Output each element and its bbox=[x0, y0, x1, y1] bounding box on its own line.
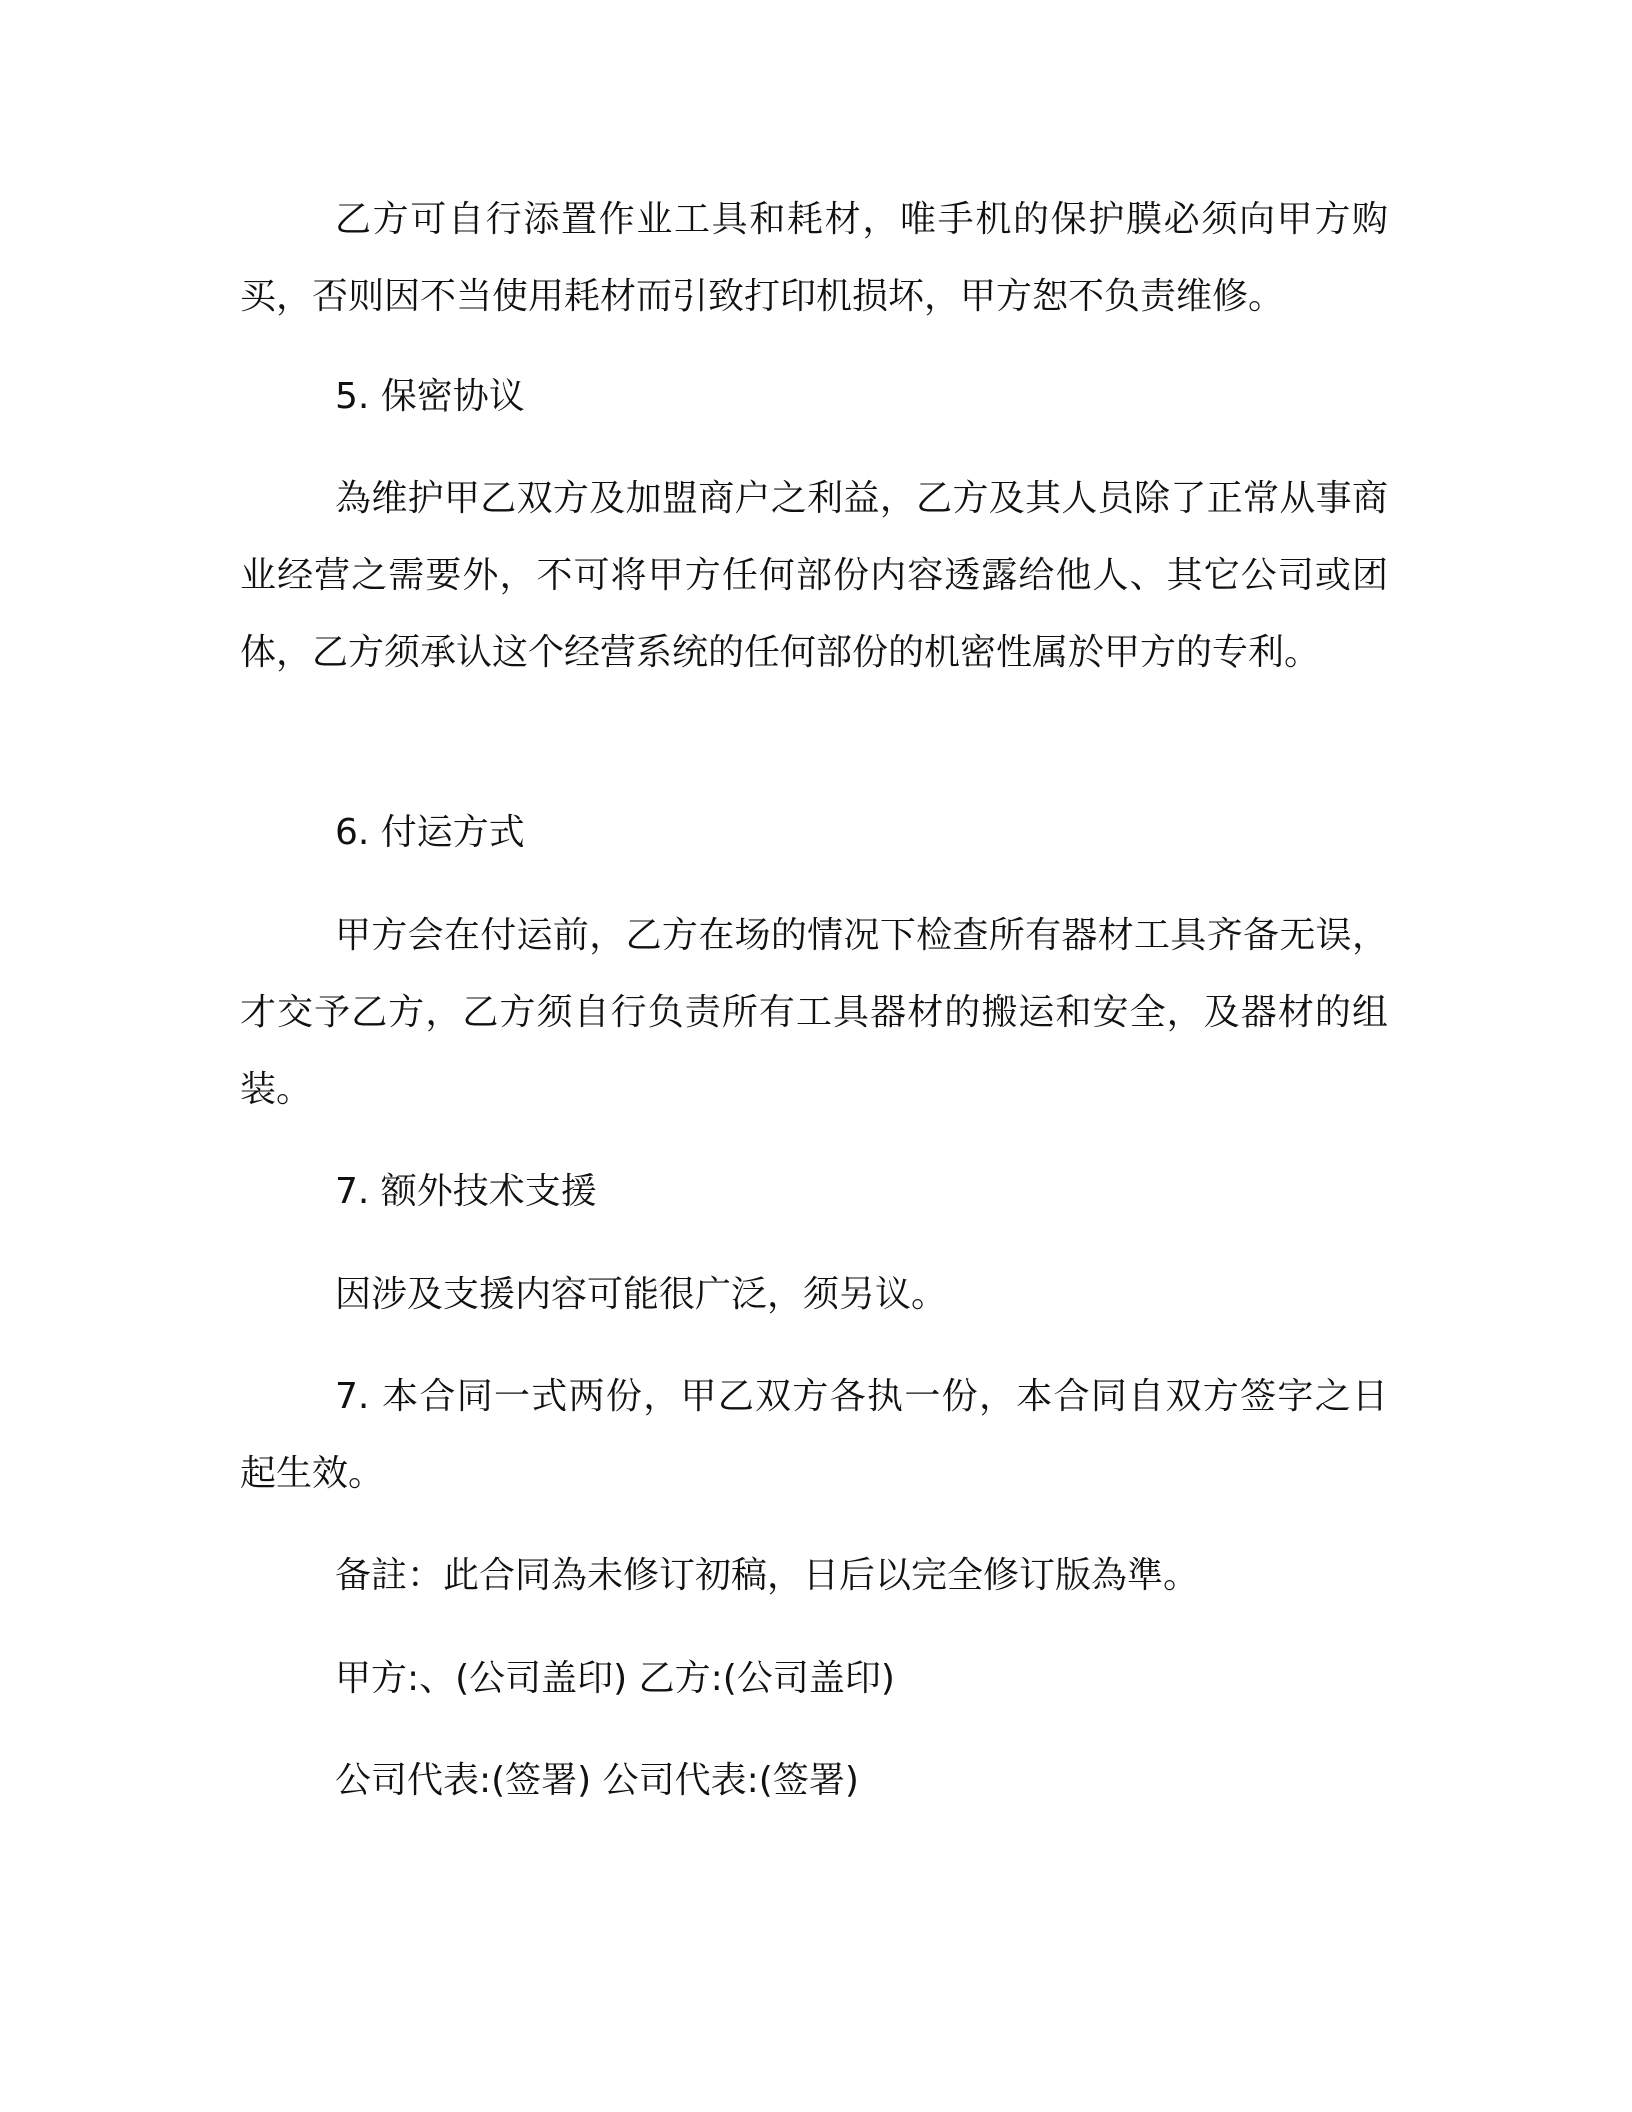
heading-shipping: 6. 付运方式 bbox=[335, 812, 525, 853]
paragraph-remark: 备註：此合同為未修订初稿，日后以完全修订版為準。 bbox=[335, 1555, 1200, 1596]
paragraph-consumables: 乙方可自行添置作业工具和耗材，唯手机的保护膜必须向甲方购买，否则因不当使用耗材而引致打印机损坏，甲方恕不负责维修。 bbox=[240, 199, 1388, 317]
signature-line-seal: 甲方:、(公司盖印) 乙方:(公司盖印) bbox=[335, 1658, 895, 1699]
heading-confidentiality: 5. 保密协议 bbox=[335, 376, 525, 417]
heading-technical-support: 7. 额外技术支援 bbox=[335, 1171, 597, 1212]
paragraph-effective-clause: 7. 本合同一式两份，甲乙双方各执一份，本合同自双方签字之日起生效。 bbox=[240, 1376, 1388, 1494]
paragraph-technical-support: 因涉及支援内容可能很广泛，须另议。 bbox=[335, 1274, 948, 1315]
signature-line-representative: 公司代表:(签署) 公司代表:(签署) bbox=[335, 1760, 859, 1801]
paragraph-shipping: 甲方会在付运前，乙方在场的情况下检查所有器材工具齐备无误，才交予乙方，乙方须自行负责所有工具器材的搬运和安全，及器材的组装。 bbox=[240, 915, 1388, 1110]
paragraph-confidentiality: 為维护甲乙双方及加盟商户之利益，乙方及其人员除了正常从事商业经营之需要外，不可将甲方任何部份内容透露给他人、其它公司或团体，乙方须承认这个经营系统的任何部份的机密性属於甲方的专利。 bbox=[240, 478, 1388, 673]
